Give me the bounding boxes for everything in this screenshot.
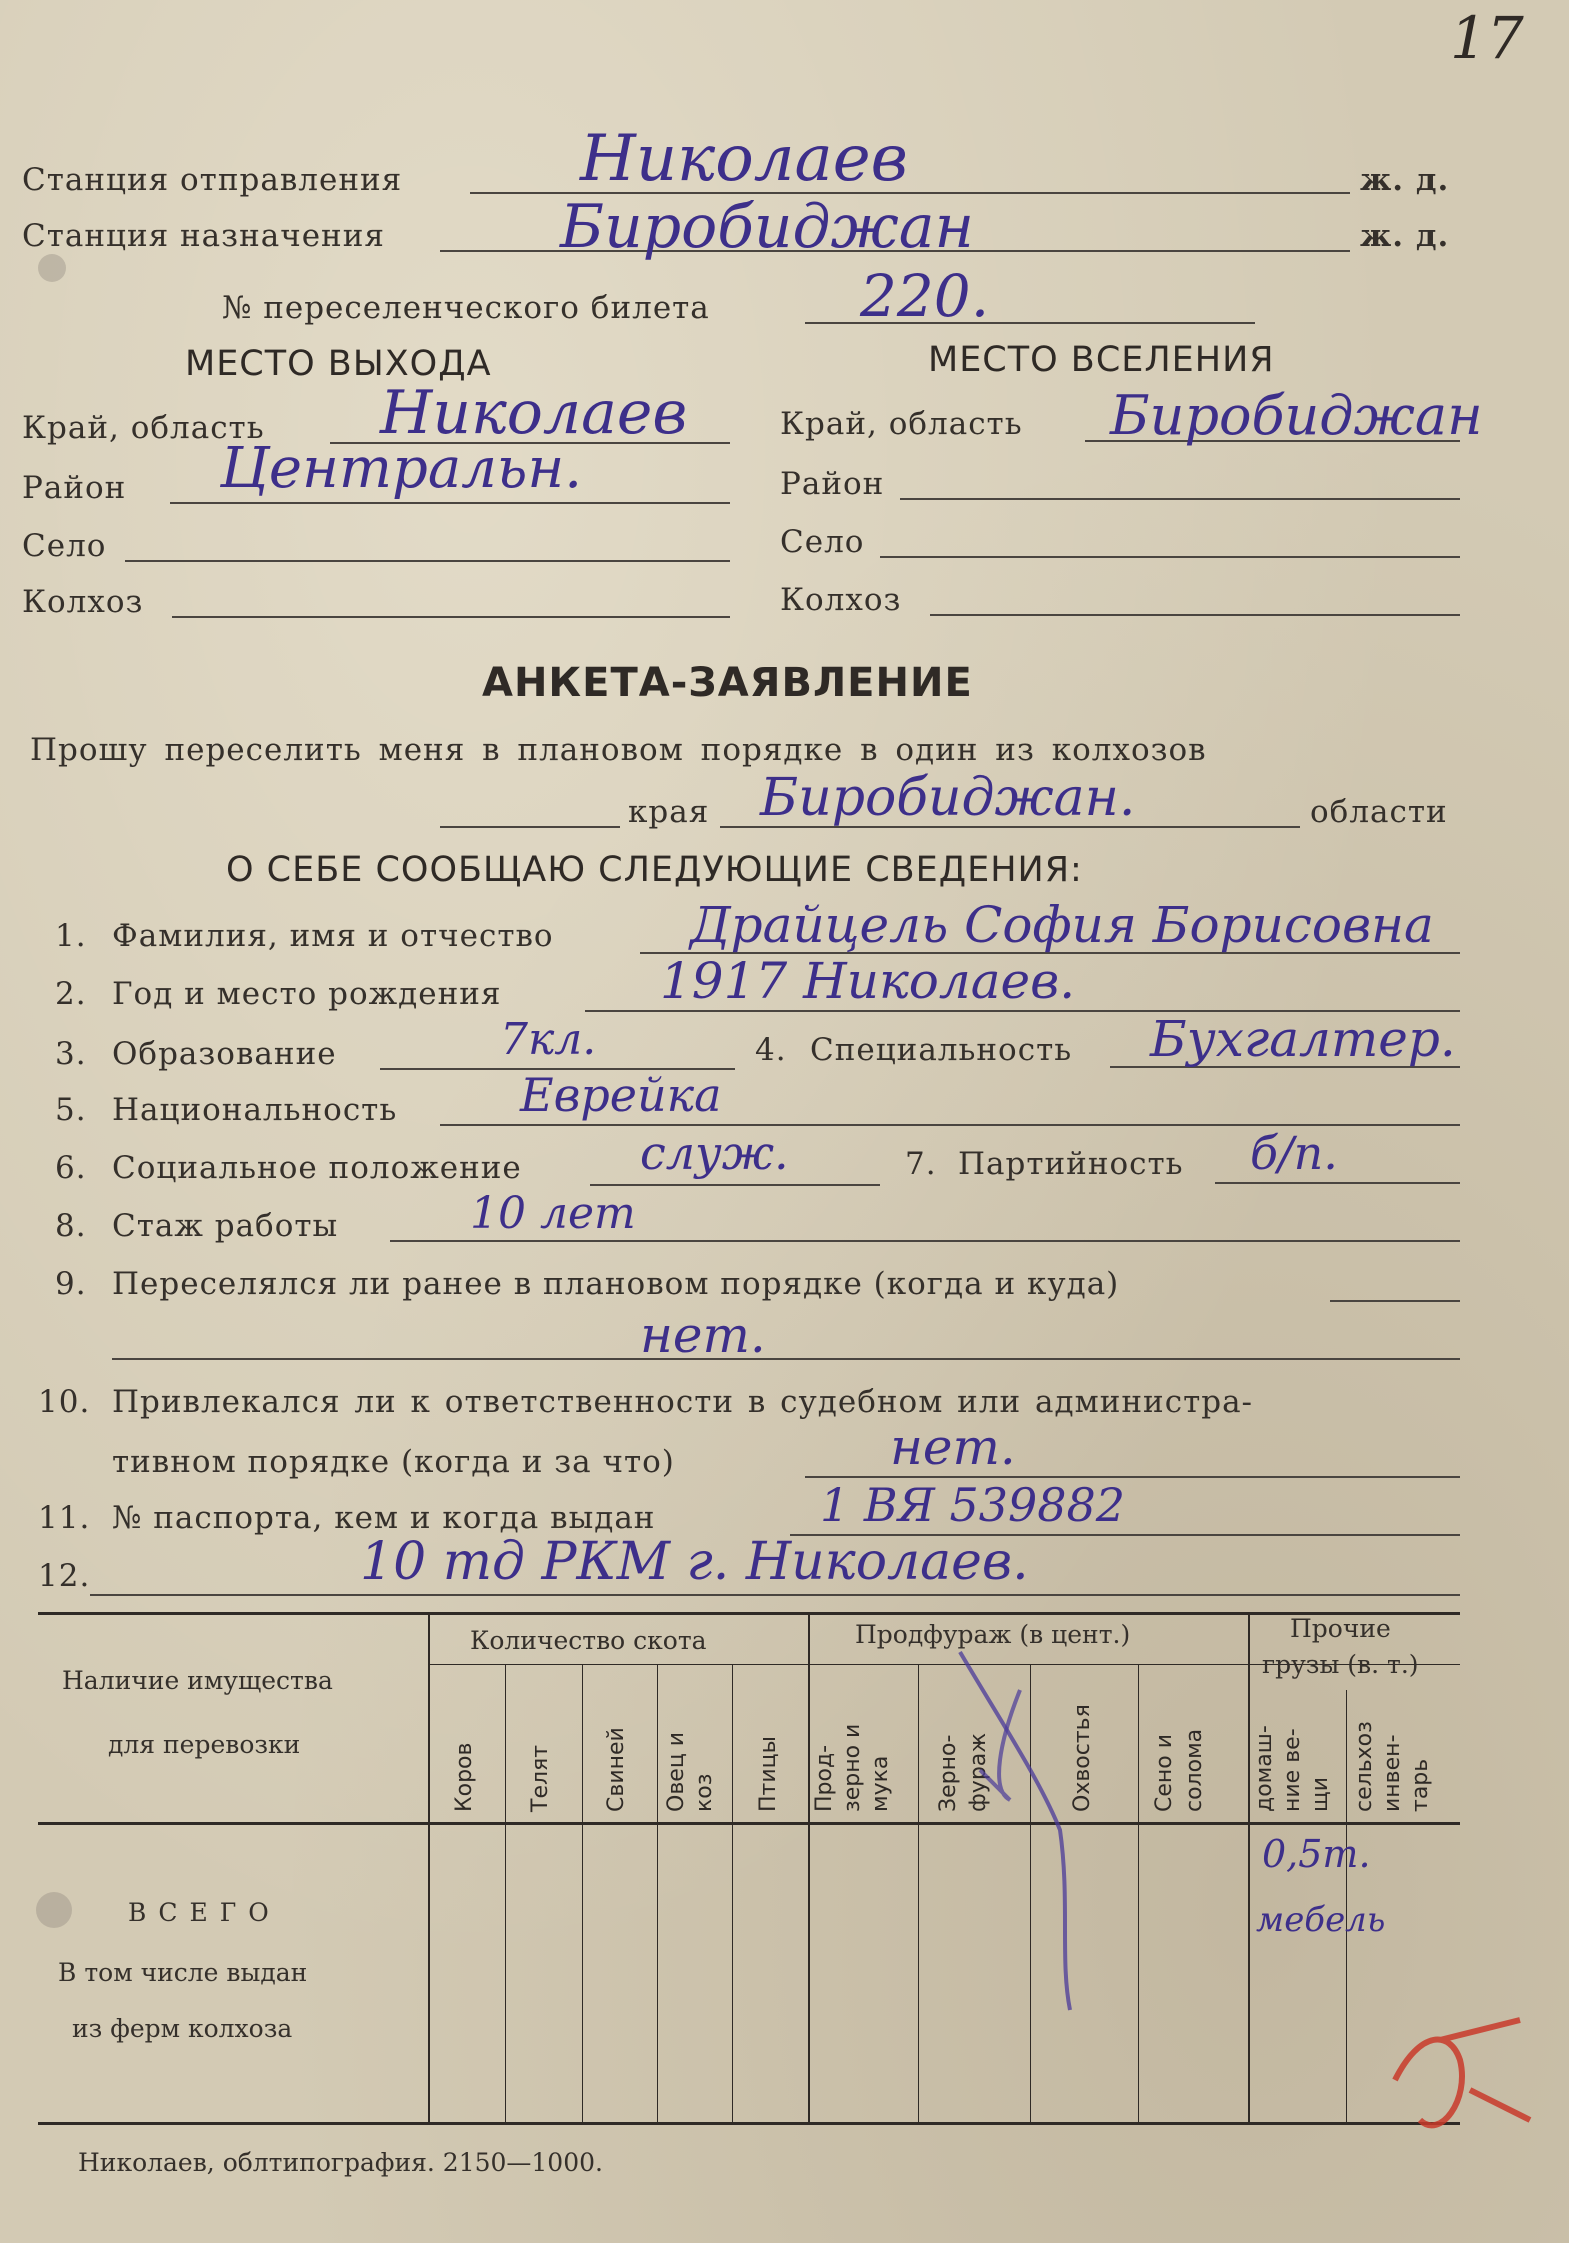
form-title: АНКЕТА-ЗАЯВЛЕНИЕ <box>482 660 973 706</box>
settlement-district-label: Район <box>780 466 885 502</box>
printer-imprint: Николаев, облтипография. 2150—1000. <box>78 2148 603 2177</box>
col-chaff: Охвостья <box>1070 1704 1095 1812</box>
col-sheep-line1: Овец и <box>664 1731 689 1812</box>
group-fodder: Продфураж (в цент.) <box>855 1620 1131 1649</box>
origin-village-label: Село <box>22 528 107 564</box>
item-6-number: 6. <box>55 1150 87 1186</box>
departure-label: Станция отправления <box>22 162 403 198</box>
item-2-label: Год и место рождения <box>112 976 502 1012</box>
col-grain-line3: мука <box>868 1755 893 1812</box>
item-3-value: 7кл. <box>500 1014 597 1065</box>
col-farm-line1: сельхоз <box>1352 1721 1377 1812</box>
destination-rail-suffix: ж. д. <box>1360 218 1450 254</box>
departure-rail-suffix: ж. д. <box>1360 162 1450 198</box>
item-4-number: 4. <box>755 1032 787 1068</box>
settlement-kolkhoz-label: Колхоз <box>780 582 902 618</box>
col-farm-line3: тарь <box>1408 1758 1433 1812</box>
origin-district-value: Центральн. <box>220 436 583 501</box>
col-cows: Коров <box>452 1742 477 1812</box>
household-value: 0,5т. <box>1262 1832 1371 1876</box>
col-feedgrain-line2: фураж <box>966 1732 991 1812</box>
item-5-label: Национальность <box>112 1092 398 1128</box>
col-pigs: Свиней <box>604 1727 629 1812</box>
info-heading: О СЕБЕ СООБЩАЮ СЛЕДУЮЩИЕ СВЕДЕНИЯ: <box>226 850 1083 890</box>
col-grain-line2: зерно и <box>840 1723 865 1812</box>
ticket-label: № переселенческого билета <box>222 290 710 326</box>
request-text: Прошу переселить меня в плановом порядке в один из колхозов <box>30 732 1207 768</box>
origin-district-label: Район <box>22 470 127 506</box>
item-10-value: нет. <box>890 1418 1016 1476</box>
kray-value: Биробиджан. <box>760 768 1136 828</box>
issued-line2: из ферм колхоза <box>72 2014 293 2043</box>
item-4-label: Специальность <box>810 1032 1073 1068</box>
item-9-value: нет. <box>640 1306 766 1364</box>
item-10-label: Привлекался ли к ответственности в судебном или администра- <box>112 1384 1254 1420</box>
col-feedgrain-line1: Зерно- <box>936 1734 961 1812</box>
origin-heading: МЕСТО ВЫХОДА <box>185 344 492 384</box>
total-label: ВСЕГО <box>128 1898 281 1927</box>
group-livestock: Количество скота <box>470 1626 707 1655</box>
item-9-label: Переселялся ли ранее в плановом порядке (когда и куда) <box>112 1266 1120 1302</box>
item-1-number: 1. <box>55 918 87 954</box>
item-11-value: 1 ВЯ 539882 <box>820 1478 1126 1532</box>
destination-value: Биробиджан <box>560 192 975 262</box>
item-11-label: № паспорта, кем и когда выдан <box>112 1500 656 1536</box>
item-9-number: 9. <box>55 1266 87 1302</box>
item-12-number: 12. <box>38 1558 91 1594</box>
item-6-label: Социальное положение <box>112 1150 522 1186</box>
col-sheep-line2: коз <box>692 1773 717 1812</box>
item-8-value: 10 лет <box>470 1188 636 1239</box>
row-header-line1: Наличие имущества <box>62 1666 333 1695</box>
item-10-label-cont: тивном порядке (когда и за что) <box>112 1444 675 1480</box>
col-hay-line2: солома <box>1182 1728 1207 1812</box>
item-8-number: 8. <box>55 1208 87 1244</box>
item-2-number: 2. <box>55 976 87 1012</box>
col-calves: Телят <box>528 1744 553 1812</box>
item-3-label: Образование <box>112 1036 337 1072</box>
item-8-label: Стаж работы <box>112 1208 339 1244</box>
settlement-region-label: Край, область <box>780 406 1023 442</box>
col-household-line2: ние ве- <box>1280 1728 1305 1812</box>
issued-line1: В том числе выдан <box>58 1958 308 1987</box>
item-3-number: 3. <box>55 1036 87 1072</box>
item-7-number: 7. <box>905 1146 937 1182</box>
item-5-value: Еврейка <box>520 1068 722 1122</box>
item-6-value: служ. <box>640 1126 789 1180</box>
item-7-value: б/п. <box>1250 1126 1338 1180</box>
destination-label: Станция назначения <box>22 218 385 254</box>
oblast-label: области <box>1310 794 1448 830</box>
item-4-value: Бухгалтер. <box>1150 1010 1456 1068</box>
origin-kolkhoz-label: Колхоз <box>22 584 144 620</box>
col-farm-line2: инвен- <box>1380 1734 1405 1812</box>
origin-region-label: Край, область <box>22 410 265 446</box>
item-11-number: 11. <box>38 1500 91 1536</box>
item-10-number: 10. <box>38 1384 91 1420</box>
red-pencil-mark <box>1395 2020 1530 2125</box>
col-household-line1: домаш- <box>1252 1725 1277 1812</box>
item-1-value: Драйцель София Борисовна <box>690 896 1434 954</box>
settlement-village-label: Село <box>780 524 865 560</box>
paper-stain <box>38 254 66 282</box>
item-7-label: Партийность <box>958 1146 1184 1182</box>
kray-label: края <box>628 794 710 830</box>
origin-region-value: Николаев <box>380 378 688 448</box>
item-1-label: Фамилия, имя и отчество <box>112 918 554 954</box>
settlement-region-value: Биробиджан <box>1110 384 1483 447</box>
group-other-line1: Прочие <box>1290 1614 1391 1643</box>
row-header-line2: для перевозки <box>108 1730 301 1759</box>
ticket-value: 220. <box>860 262 990 330</box>
col-hay-line1: Сено и <box>1152 1733 1177 1812</box>
col-grain-line1: Прод- <box>812 1744 837 1812</box>
household-note: мебель <box>1256 1900 1386 1940</box>
settlement-heading: МЕСТО ВСЕЛЕНИЯ <box>928 340 1275 380</box>
page-number: 17 <box>1450 4 1524 72</box>
item-2-value: 1917 Николаев. <box>660 952 1076 1010</box>
paper-stain <box>36 1892 72 1928</box>
group-other-line2: грузы (в. т.) <box>1262 1650 1419 1679</box>
col-household-line3: щи <box>1308 1776 1333 1812</box>
item-12-value: 10 тд РКМ г. Николаев. <box>360 1532 1029 1592</box>
col-birds: Птицы <box>756 1735 781 1812</box>
departure-value: Николаев <box>580 122 908 196</box>
item-5-number: 5. <box>55 1092 87 1128</box>
